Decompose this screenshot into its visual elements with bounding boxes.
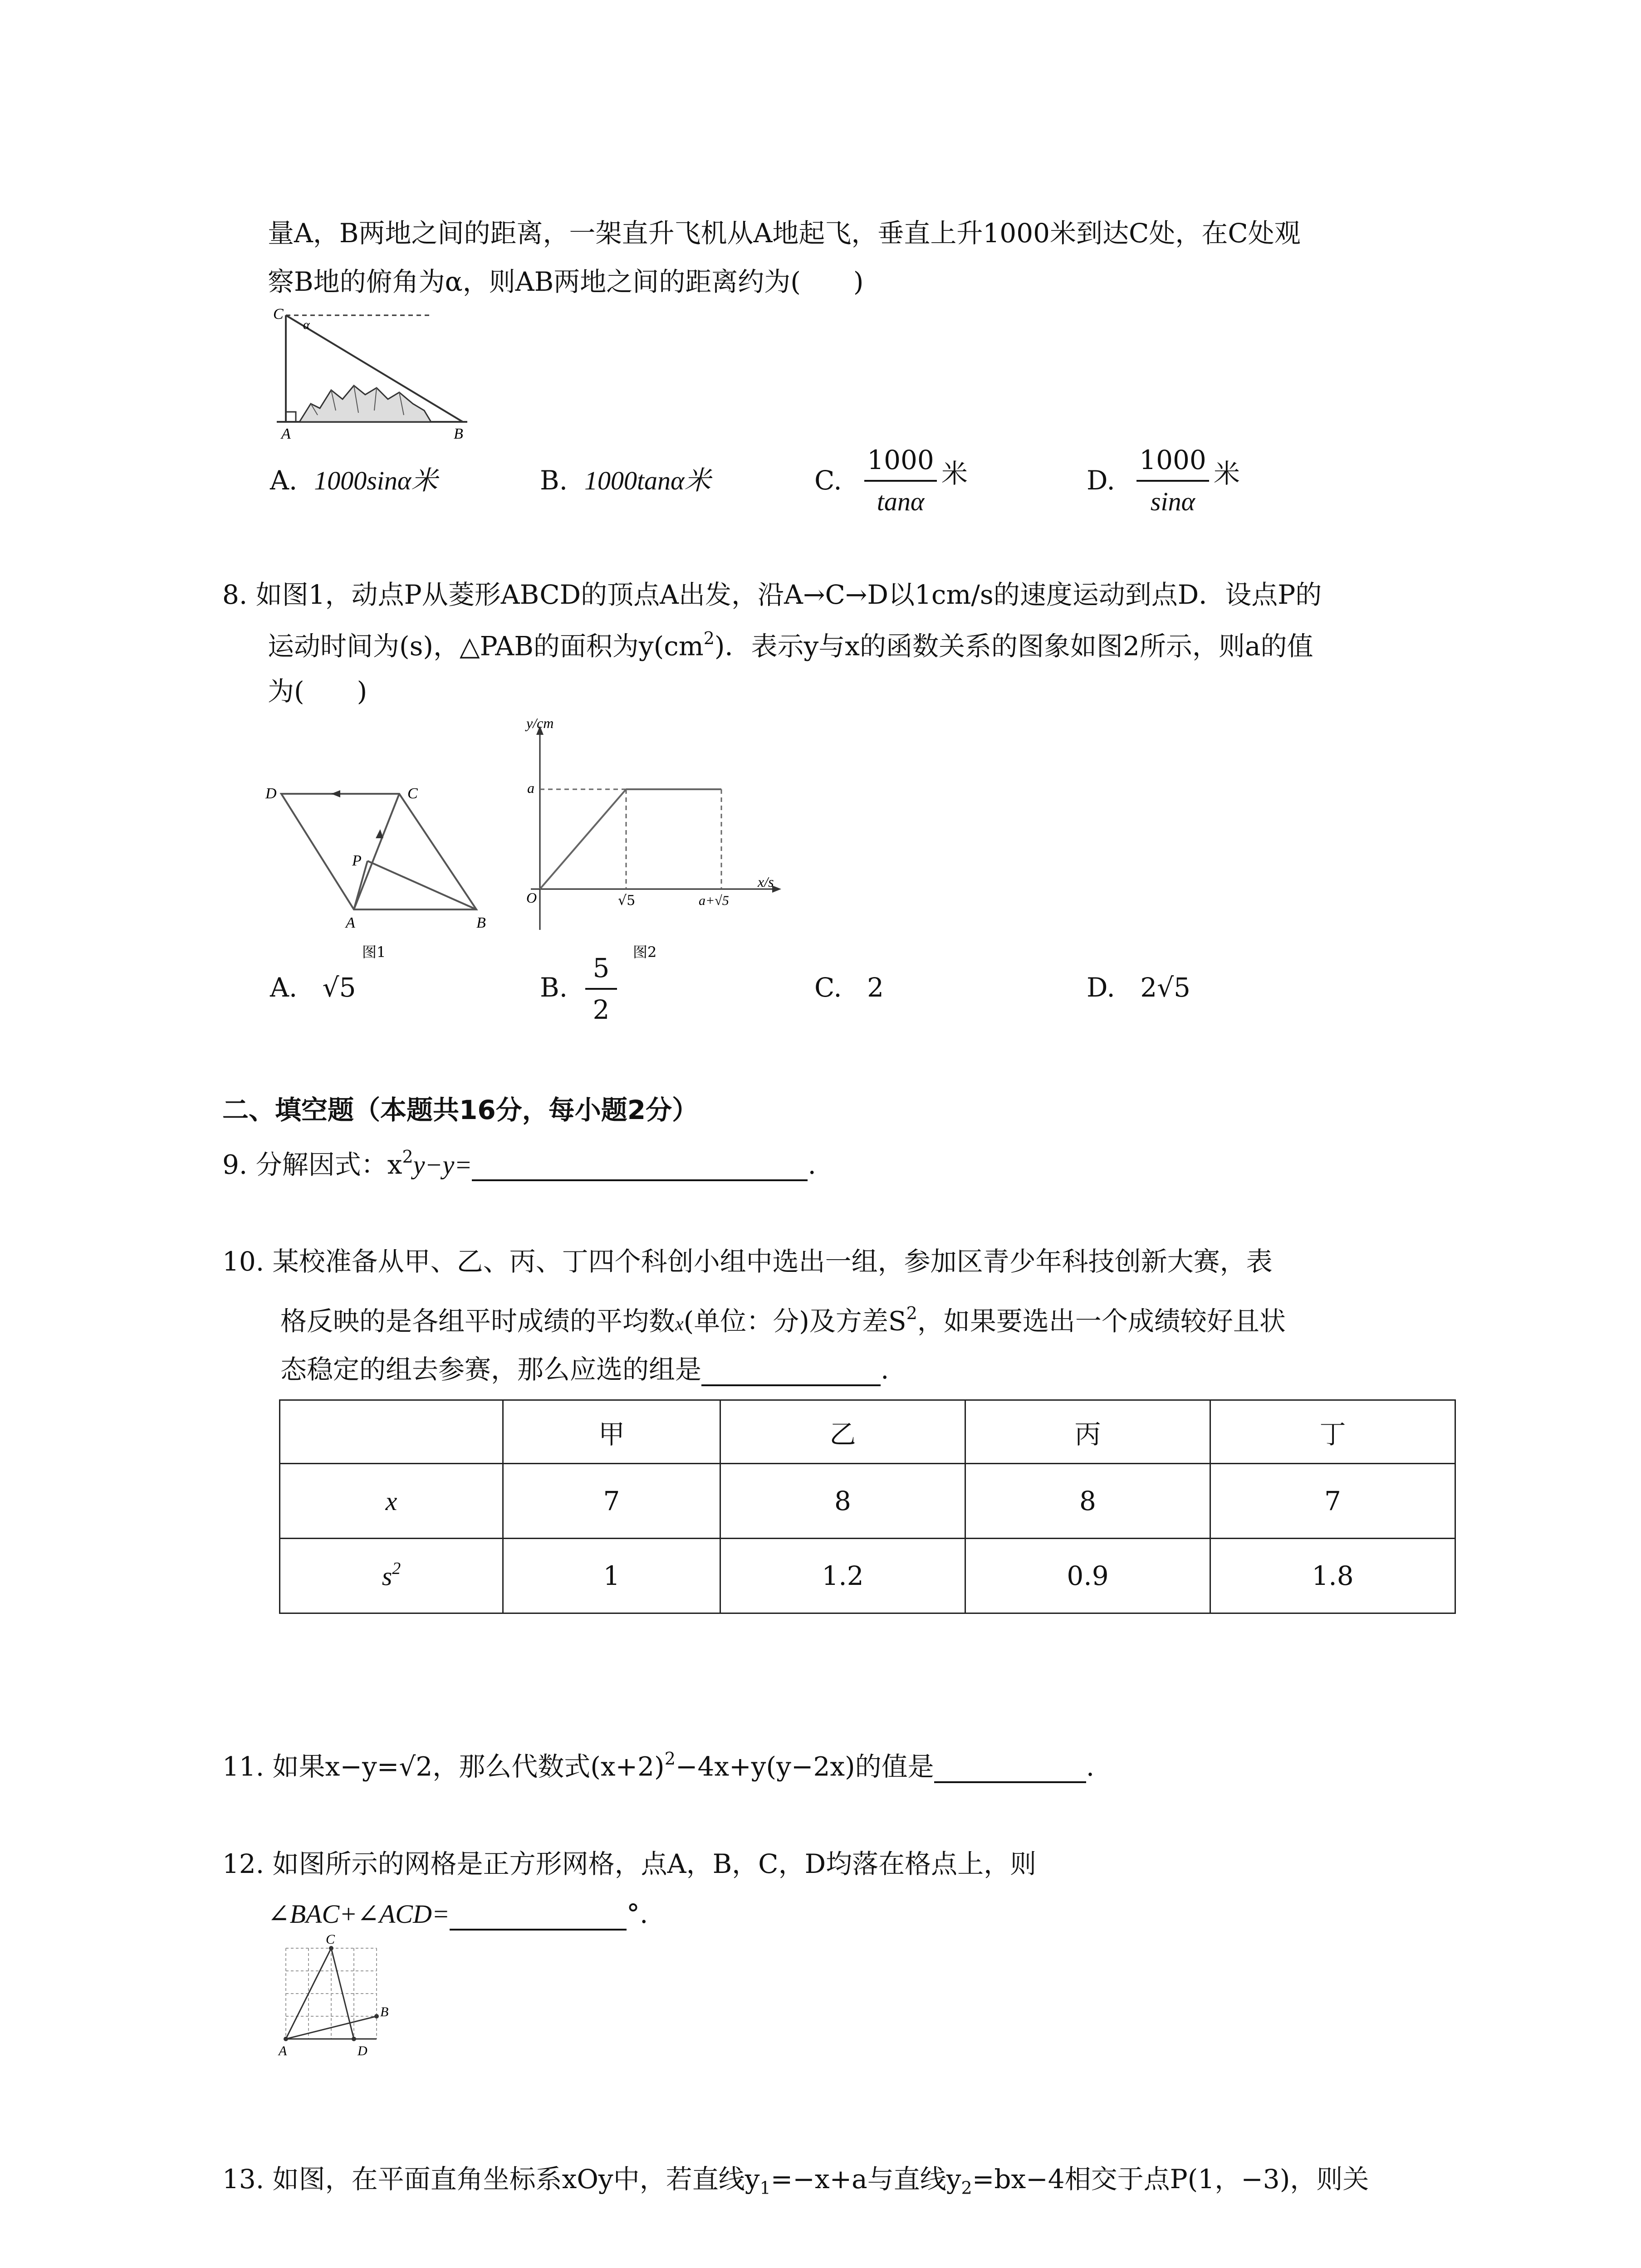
q9-rest: y−y= — [413, 1150, 472, 1180]
q7-option-a-letter: A. — [270, 465, 298, 496]
table-cell: 7 — [503, 1464, 720, 1539]
fraction-bar — [864, 480, 937, 482]
table-cell: 1.8 — [1210, 1539, 1455, 1613]
q7-option-a-text: 1000sinα米 — [314, 466, 438, 495]
q12-figure — [272, 1932, 404, 2071]
q7-option-c-num: 1000 — [867, 445, 934, 475]
q8-option-d-letter: D. — [1087, 972, 1115, 1003]
q7-option-c-letter: C. — [814, 465, 842, 496]
q8-option-b-letter: B. — [540, 972, 568, 1003]
q8-line3: 为( ) — [268, 676, 367, 707]
q8-fig2-o: O — [526, 890, 537, 906]
table-cell: 8 — [720, 1464, 965, 1539]
table-row-label-variance — [280, 1539, 503, 1613]
q7-option-c-den: tanα — [877, 487, 925, 516]
q8-line2-a: 运动时间为(s)，△PAB的面积为y(cm — [268, 631, 704, 662]
variance-symbol: s — [382, 1561, 392, 1591]
q12-label-b: B — [380, 2004, 389, 2019]
q8-figure2 — [504, 712, 812, 962]
q8-figure1 — [263, 780, 499, 962]
q13-line — [222, 2166, 1369, 2197]
q7-figure — [268, 302, 485, 442]
q8-line1: 8. 如图1，动点P从菱形ABCD的顶点A出发，沿A→C→D以1cm/s的速度运动到点D．设点P的 — [222, 579, 1322, 610]
q12-label-a: A — [279, 2043, 287, 2058]
q7-label-b: B — [454, 425, 463, 442]
q7-option-b — [540, 467, 711, 494]
q8-fig1-b: B — [476, 914, 486, 931]
q7-option-d-num: 1000 — [1139, 445, 1206, 475]
q7-option-d-letter: D. — [1087, 465, 1115, 496]
q11-c: −4x+y(y−2x)的值是 — [675, 1751, 934, 1782]
q12-label-d: D — [358, 2043, 367, 2058]
q7-option-c-fraction — [864, 445, 937, 517]
q8-fig2-a: a — [527, 780, 534, 796]
q8-option-b-num: 5 — [593, 953, 610, 983]
variance-sup: 2 — [392, 1559, 401, 1578]
q10-line2 — [280, 1303, 1286, 1337]
q11-sqrt: √2 — [399, 1751, 433, 1782]
q10-mean-symbol: x — [675, 1314, 684, 1335]
q8-fig1-a: A — [346, 914, 355, 931]
q8-fig2-x1: √5 — [618, 893, 636, 909]
q8-option-a — [270, 974, 356, 1001]
q8-line2-b: )．表示y与x的函数关系的图象如图2所示，则a的值 — [714, 631, 1313, 662]
q9-line — [222, 1147, 816, 1181]
table-cell: 1 — [503, 1539, 720, 1613]
q8-option-b-den: 2 — [593, 994, 610, 1025]
q7-option-b-letter: B. — [540, 465, 568, 496]
q7-option-d-den: sinα — [1150, 487, 1195, 516]
q12-line2-text: ∠BAC+∠ACD= — [268, 1899, 450, 1929]
table-cell: 0.9 — [965, 1539, 1210, 1613]
q8-option-d-text: 2√5 — [1140, 972, 1190, 1003]
q12-line2 — [268, 1898, 648, 1931]
q8-fig2-ylabel: y/cm — [526, 715, 554, 731]
q7-line2: 察B地的俯角为α，则AB两地之间的距离约为( ) — [268, 266, 864, 297]
q7-option-a — [270, 467, 437, 494]
q9-end: . — [808, 1149, 816, 1180]
q11-end: . — [1086, 1751, 1095, 1782]
table-header-cell: 丙 — [965, 1400, 1210, 1464]
table-header-cell: 丁 — [1210, 1400, 1455, 1464]
q10-answer-blank[interactable] — [701, 1358, 881, 1386]
q13-sub2: 2 — [961, 2178, 972, 2198]
section-heading: 二、填空题（本题共16分，每小题2分） — [222, 1095, 699, 1125]
q8-line2 — [268, 628, 1313, 662]
q10-line2-c: ，如果要选出一个成绩较好且状 — [917, 1305, 1286, 1337]
q7-line1: 量A，B两地之间的距离，一架直升飞机从A地起飞，垂直上升1000米到达C处，在C处观 — [268, 218, 1301, 249]
q8-fig1-p: P — [352, 852, 362, 869]
table-header-cell: 乙 — [720, 1400, 965, 1464]
q8-option-a-letter: A. — [270, 972, 298, 1003]
q10-end: . — [881, 1354, 889, 1385]
q13-c: =bx−4相交于点P(1，−3)，则关 — [972, 2164, 1369, 2195]
table-cell: 7 — [1210, 1464, 1455, 1539]
table-header-cell: 甲 — [503, 1400, 720, 1464]
table-header-cell — [280, 1400, 503, 1464]
q8-fig2-caption: 图2 — [633, 943, 657, 961]
table-row-label-mean: x — [280, 1464, 503, 1539]
q8-option-c — [814, 974, 884, 1001]
q8-option-d — [1087, 974, 1190, 1001]
q8-line2-sup: 2 — [703, 628, 715, 648]
q8-fig2-x2: a+√5 — [699, 893, 729, 908]
table-row — [280, 1539, 1455, 1613]
q8-option-c-text: 2 — [867, 972, 884, 1003]
table-row — [280, 1400, 1455, 1464]
q12-line1: 12. 如图所示的网格是正方形网格，点A，B，C，D均落在格点上，则 — [222, 1848, 1037, 1879]
q9-sup: 2 — [402, 1147, 413, 1167]
q10-line3-text: 态稳定的组去参赛，那么应选的组是 — [280, 1354, 702, 1385]
q13-b: =−x+a与直线y — [770, 2164, 961, 2195]
q7-option-d-fraction — [1136, 445, 1209, 517]
q12-answer-blank[interactable] — [450, 1902, 627, 1931]
q12-label-c: C — [326, 1932, 335, 1947]
q11-a: 11. 如果x−y= — [222, 1751, 399, 1782]
q13-sub1: 1 — [759, 2178, 771, 2198]
q10-line2-sup: 2 — [906, 1303, 917, 1323]
q7-label-c: C — [273, 306, 284, 323]
q9-answer-blank[interactable] — [472, 1153, 808, 1181]
q7-option-c-unit: 米 — [941, 458, 968, 489]
q10-line3 — [280, 1356, 889, 1386]
q8-option-b-fraction — [585, 953, 617, 1025]
q13-a: 13. 如图，在平面直角坐标系xOy中，若直线y — [222, 2164, 760, 2195]
q8-fig2-xlabel: x/s — [758, 874, 774, 890]
q7-option-b-text: 1000tanα米 — [584, 466, 711, 495]
q10-table — [279, 1399, 1456, 1614]
q11-answer-blank[interactable] — [934, 1755, 1086, 1783]
fraction-bar — [1136, 480, 1209, 482]
q8-option-c-letter: C. — [814, 972, 842, 1003]
q11-line — [222, 1749, 1095, 1783]
fraction-bar — [585, 988, 617, 990]
q9-prefix: 9. 分解因式：x — [222, 1149, 402, 1180]
q10-line2-a: 格反映的是各组平时成绩的平均数 — [280, 1305, 676, 1337]
q11-b: ，那么代数式(x+2) — [432, 1751, 665, 1782]
q8-fig1-c: C — [407, 785, 418, 802]
q7-label-a: A — [281, 425, 291, 442]
table-cell: 1.2 — [720, 1539, 965, 1613]
q10-line2-b: (单位：分)及方差S — [683, 1305, 906, 1337]
q8-fig1-d: D — [265, 785, 277, 802]
q7-label-alpha: α — [303, 318, 310, 332]
q7-option-d-unit: 米 — [1214, 458, 1240, 489]
q8-option-a-text: √5 — [322, 972, 356, 1003]
q11-sup: 2 — [664, 1749, 676, 1769]
q12-end: °. — [627, 1898, 648, 1929]
q10-line1: 10. 某校准备从甲、乙、丙、丁四个科创小组中选出一组，参加区青少年科技创新大赛，表 — [222, 1246, 1273, 1277]
q8-fig1-caption: 图1 — [362, 943, 386, 961]
table-row — [280, 1464, 1455, 1539]
table-cell: 8 — [965, 1464, 1210, 1539]
